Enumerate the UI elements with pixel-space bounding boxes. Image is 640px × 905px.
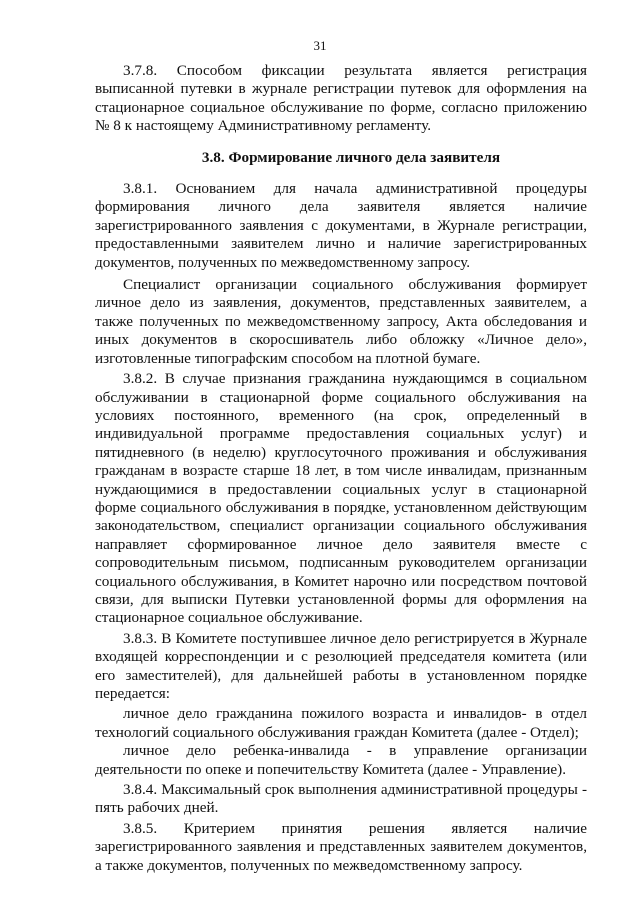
paragraph-3-8-2: 3.8.2. В случае признания гражданина нуждающимся в социальном обслуживании в стационарной форме социального обслуживания на условиях постоянного, временного (на срок, определенный в индивидуальной программе предоставления социальных услуг) и пятидневного (в неделю) круглосуточного проживания и обслуживания гражданам в возрасте старше 18 лет, в том числе инвалидам, признанным нуждающимися в предоставлении социальных услуг в стационарной форме социального обслуживания в порядке, установленном действующим законодательством, специалист организации социального обслуживания направляет сформированное личное дело заявителя вместе с сопроводительным письмом, подписанным руководителем организации социального обслуживания, в Комитет нарочно или посредством почтовой связи, для выписки Путевки установленной формы для оформления на стационарное социальное обслуживание. — [95, 370, 587, 627]
paragraph-3-8-3: 3.8.3. В Комитете поступившее личное дело регистрируется в Журнале входящей корреспонденции и с резолюцией председателя комитета (или его заместителей), для дальнейшей работы в установленном порядке передается: — [95, 629, 587, 702]
section-title: 3.8. Формирование личного дела заявителя — [201, 148, 501, 166]
paragraph-specialist: Специалист организации социального обслуживания формирует личное дело из заявления, документов, представленных заявителем, а также полученных по межведомственному запросу, Акта обследования и иных документов в скоросшиватель либо обложку «Личное дело», изготовленные типографским способом на плотной бумаге. — [95, 276, 587, 367]
page-number: 31 — [313, 38, 327, 53]
paragraph-elderly-case: личное дело гражданина пожилого возраста и инвалидов- в отдел технологий социального обслуживания граждан Комитета (далее - Отдел); — [95, 705, 587, 741]
paragraph-3-7-8: 3.7.8. Способом фиксации результата является регистрация выписанной путевки в журнале регистрации путевок для оформления на стационарное социальное обслуживание по форме, согласно приложению № 8 к настоящему Административному регламенту. — [95, 62, 587, 135]
paragraph-3-8-1: 3.8.1. Основанием для начала административной процедуры формирования личного дела заявителя является наличие зарегистрированного заявления с документами, в Журнале регистрации, предоставленными заявителем лично и наличие зарегистрированных документов, полученных по межведомственному запросу. — [95, 180, 587, 271]
paragraph-child-case: личное дело ребенка-инвалида - в управление организации деятельности по опеке и попечительству Комитета (далее - Управление). — [95, 742, 587, 778]
document-body — [95, 62, 587, 875]
paragraph-3-8-5: 3.8.5. Критерием принятия решения является наличие зарегистрированного заявления и представленных заявителем документов, а также документов, полученных по межведомственному запросу. — [95, 819, 587, 874]
paragraph-3-8-4: 3.8.4. Максимальный срок выполнения административной процедуры - пять рабочих дней. — [95, 781, 587, 817]
